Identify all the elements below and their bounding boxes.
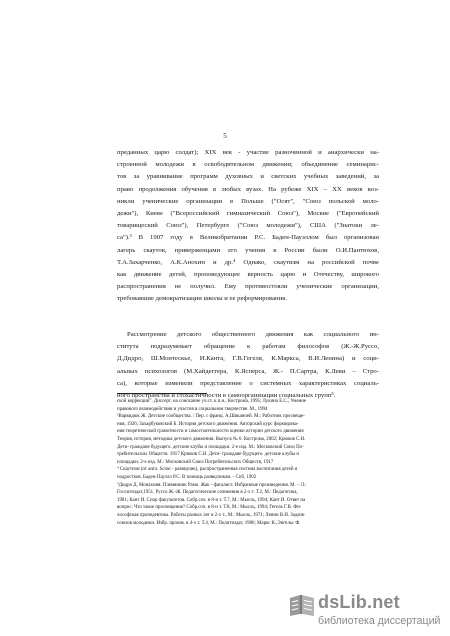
footnote-line: Гослитиздат,1951. Руссо Ж.-Ж. Педагогические сочинения в 2-х т. Т.2, М.: Педагогика, (117, 490, 298, 496)
footnote-line: подростков. Баден-Пауэлл Р.С. В помощь разведчикам. - Спб, 1902 (117, 474, 257, 480)
footnote-line: ния, 1926; Захарбуковский Б. История детского движения. Авторский курс формирова- (117, 421, 299, 427)
dslib-watermark[interactable] (288, 590, 450, 636)
text-line: са").³ В 1907 году в Великобритании Р.С. Баден-Пауэллом был организован (117, 234, 379, 242)
text-line: никли ученические организации в Польше ("Осят", "Союз польской моло- (117, 197, 379, 205)
text-line: ного пространства и стохастичности в самоорганизации социальных групп⁵. (117, 391, 336, 399)
paragraph-1 (117, 147, 379, 305)
footnote-line: Теория, история, методика детского движения. Выпуск № 6. Кострома, 2002; Крюков С.Н. (117, 436, 306, 442)
footnote-line: 1981; Кант И. Спор факультетов. Собр.соч. в 8-и т. Т.7, М.: Мысль, 1994; Кант И. Ответ на (117, 497, 306, 503)
text-line: альных психологов (М.Хайдеггера, К.Ясперса, Ж.- П.Сартра, К.Леви – Стро- (117, 367, 379, 375)
footnote-line: вопрос: Что такое просвещение? Собр.соч. в 8-и т. Т.8, М.: Мысль, 1994; Гегель Г.В. Фи- (117, 505, 302, 511)
paragraph-2 (117, 329, 379, 402)
text-line: Д.Дидро, Ш.Монтескье, И.Канта, Г.В.Гегеля, К.Маркса, В.И.Ленина) и соци- (117, 355, 379, 363)
footnote-line: требительских Обществ. 1917 Крюков С.Н. Дети- граждане будущего. детские клубы и (117, 452, 299, 458)
text-line: са), которые изменили представление о системных характеристиках социаль- (117, 379, 379, 387)
footnotes (117, 398, 379, 527)
text-line: дежи"), Киеве ("Всероссийский гимназический Союз"), Москве ("Европейский (117, 209, 379, 217)
text-line: преданных царю солдат); XIX век - участие разночинной и анархически на- (117, 149, 379, 156)
text-line: тов за уравнивание программ духовных и светских учебных заведений, за (117, 173, 379, 181)
text-line: распространения не получил. Ему противостояли ученические организации, (117, 283, 379, 291)
footnote-line: площадки. 2-е изд. М.: Московский Союз Потребительских Обществ, 1917 (117, 459, 274, 465)
footnote-line: ⁵Дидро Д. Монахиня. Племянник Рамо. Жак - фаталист. Избранные произведения. М. – Л.: (117, 482, 307, 488)
text-line: Т.А.Захарченко, А.К.Анохин и др.⁴ Однако, скаутизм на российской почве (117, 258, 379, 266)
footnote-line: ⁴ Скаутизм (от англ. Scout - разведчик), распространенная система воспитания детей и (117, 467, 298, 473)
text-line: право продолжения обучения в любых вузах. На рубеже XIX – XX веков воз- (117, 185, 379, 193)
footnote-line: Дети- граждане будущего. детские клубы и площадки. 2-е изд. М.: Московский Союз По- (117, 444, 304, 450)
watermark-subtitle: библиотека диссертаций (318, 615, 441, 627)
footnote-line: ³Варвидюк Ж. Детские сообщества. / Пер. с франц. А.Шиканоей. М.: Работник просвеще- (117, 414, 305, 420)
footnote-line: союзов молодежи. Избр. произв. в 4-х т. Т.4, М.: Политиздат, 1986; Маркс К.,Энгельс Ф. (117, 520, 301, 526)
footnote-divider (117, 393, 207, 394)
text-line: как движение детей, проповедующее верность царю и Отечеству, широкого (117, 270, 379, 278)
text-line: ститута подразумевает обращение к работам философов (Ж.-Ж.Руссо, (117, 343, 379, 351)
text-line: товарищеский Союз"), Петербурге ("Союз молодежи"), США ("Знатоки ле- (117, 222, 379, 230)
text-line: требовавшие демократизации школы и ее реформирования. (117, 295, 287, 303)
footnote-line: ния теоретической грамотности и самостоятельности оценки истории детского движения (117, 429, 304, 435)
footnote-line: ской коррекции". Диссерт. на соискание уч.ст. к.п.н., Кострома, 1995; Лукина Е.С., Умение (117, 399, 307, 404)
book-logo-icon (288, 592, 316, 618)
text-line: строенной молодежи в освободительном движении; объединение семинарис- (117, 161, 379, 169)
text-line: лагерь скаутов, приверженцами его учения в России были О.И.Пантюхов, (117, 246, 379, 254)
footnote-line: правового взаимодействия и участия в социальном творчестве. М., 1994 (117, 406, 268, 412)
text-line: Рассмотрение детского общественного движения как социального ин- (127, 331, 379, 338)
page-number: 5 (223, 132, 227, 140)
watermark-name: dsLib.net (318, 592, 400, 612)
footnote-line: лософская пропедевтика. Работы разных лет в 2-х т., М.: Мысль, 1971; Ленин В.И. Задачи (117, 512, 305, 518)
